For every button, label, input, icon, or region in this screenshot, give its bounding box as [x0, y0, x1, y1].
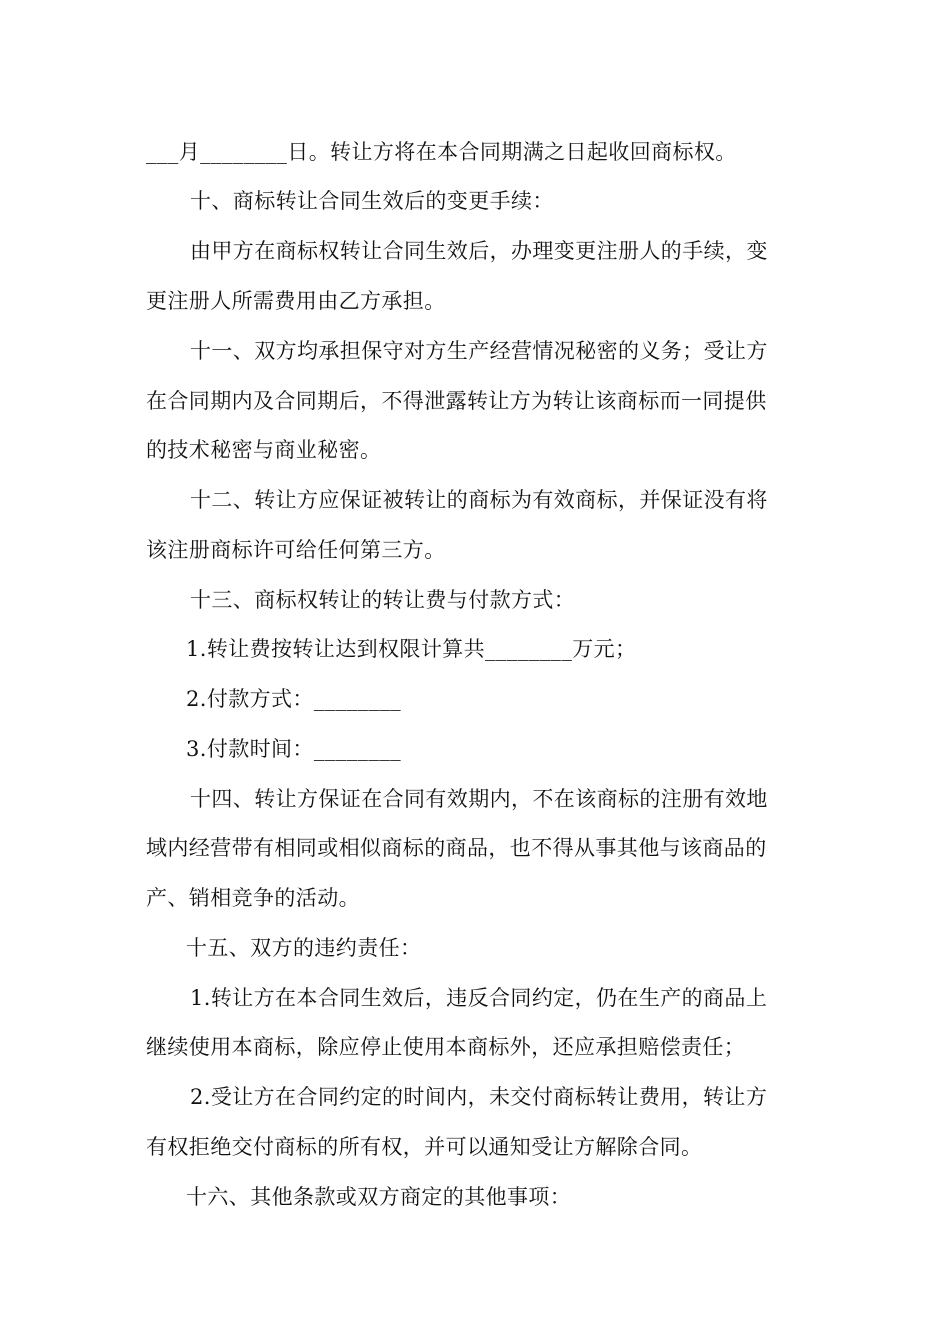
text-line-3: 由甲方在商标权转让合同生效后，办理变更注册人的手续，变 — [190, 239, 768, 263]
liability-item-1-line-2: 继续使用本商标，除应停止使用本商标外，还应承担赔偿责任； — [146, 1035, 746, 1059]
fee-item-1: 1.转让费按转让达到权限计算共________万元； — [186, 637, 637, 661]
section-12-line-2: 该注册商标许可给任何第三方。 — [146, 538, 446, 562]
section-13-heading: 十三、商标权转让的转让费与付款方式： — [190, 588, 576, 612]
section-11-line-3: 的技术秘密与商业秘密。 — [146, 438, 382, 462]
section-14-line-2: 域内经营带有相同或相似商标的商品，也不得从事其他与该商品的 — [146, 836, 767, 860]
liability-item-2-line-2: 有权拒绝交付商标的所有权，并可以通知受让方解除合同。 — [146, 1135, 703, 1159]
text-line-4: 更注册人所需费用由乙方承担。 — [146, 289, 446, 313]
text-line-1: ___月________日。转让方将在本合同期满之日起收回商标权。 — [146, 140, 737, 164]
section-14-line-3: 产、销相竞争的活动。 — [146, 886, 360, 910]
section-14-line-1: 十四、转让方保证在合同有效期内，不在该商标的注册有效地 — [190, 787, 768, 811]
section-11-line-1: 十一、双方均承担保守对方生产经营情况秘密的义务；受让方 — [190, 339, 768, 363]
liability-item-1-line-1: 1.转让方在本合同生效后，违反合同约定，仍在生产的商品上 — [190, 986, 768, 1010]
section-15-heading: 十五、双方的违约责任： — [186, 936, 422, 960]
section-10-heading: 十、商标转让合同生效后的变更手续： — [190, 189, 554, 213]
section-11-line-2: 在合同期内及合同期后，不得泄露转让方为转让该商标而一同提供 — [146, 389, 767, 413]
fee-item-3: 3.付款时间：________ — [186, 737, 402, 761]
section-16-heading: 十六、其他条款或双方商定的其他事项： — [186, 1185, 572, 1209]
fee-item-2: 2.付款方式：________ — [186, 687, 402, 711]
liability-item-2-line-1: 2.受让方在合同约定的时间内，未交付商标转让费用，转让方 — [190, 1085, 768, 1109]
section-12-line-1: 十二、转让方应保证被转让的商标为有效商标，并保证没有将 — [190, 488, 768, 512]
